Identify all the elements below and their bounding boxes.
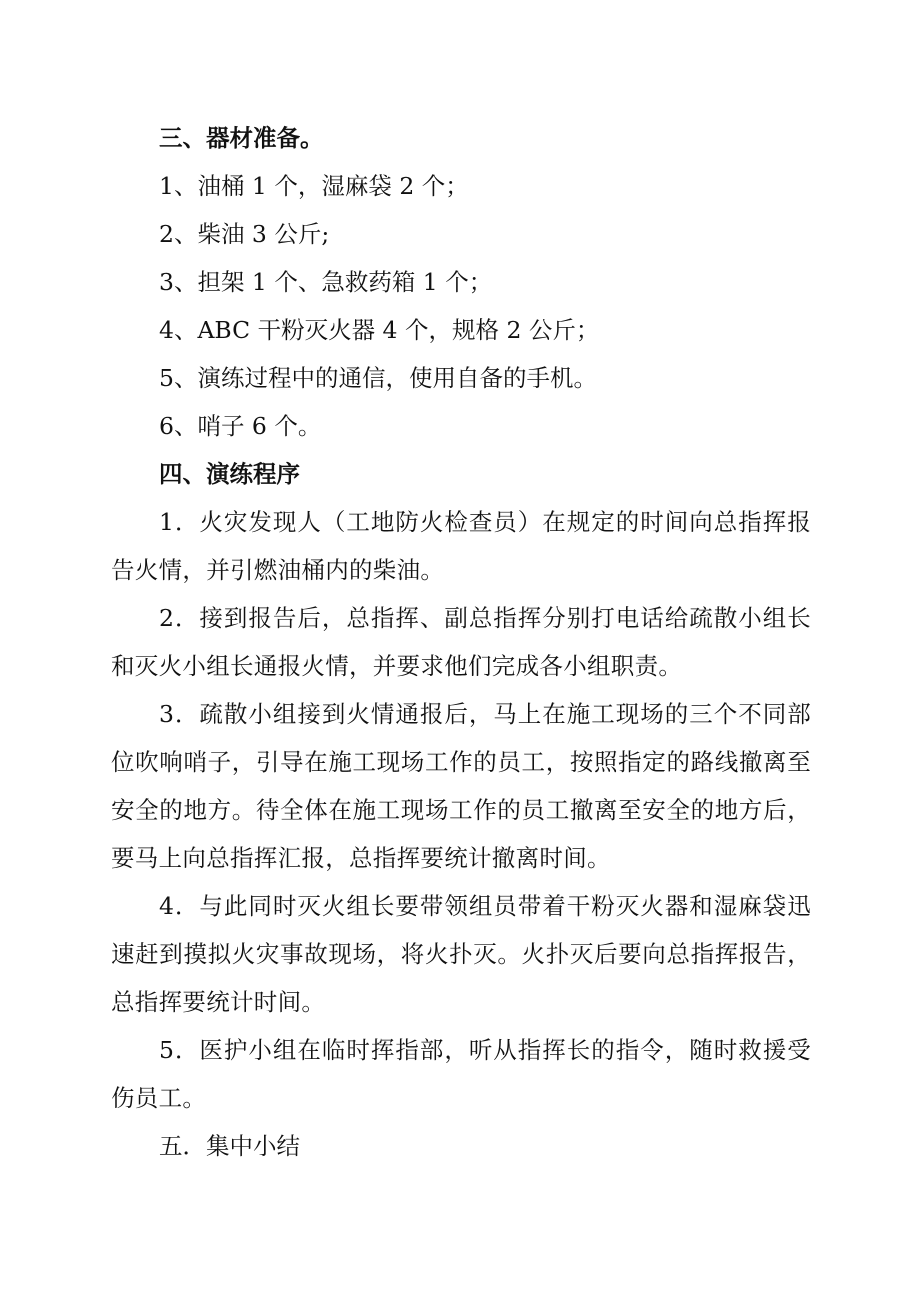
procedure-paragraph: 2．接到报告后，总指挥、副总指挥分别打电话给疏散小组长和灭火小组长通报火情，并要求他们完成各小组职责。	[111, 604, 811, 680]
equipment-item: 2、柴油 3 公斤;	[159, 220, 330, 248]
equipment-item: 4、ABC 干粉灭火器 4 个，规格 2 公斤；	[159, 316, 600, 344]
section-heading-equipment: 三、器材准备。	[159, 124, 324, 152]
procedure-paragraph: 5．医护小组在临时挥指部，听从指挥长的指令，随时救援受伤员工。	[111, 1036, 811, 1112]
section-heading-summary: 五．集中小结	[159, 1132, 300, 1160]
equipment-item: 1、油桶 1 个，湿麻袋 2 个；	[159, 172, 469, 200]
equipment-item: 6、哨子 6 个。	[159, 412, 322, 440]
procedure-paragraph: 1．火灾发现人（工地防火检查员）在规定的时间向总指挥报告火情，并引燃油桶内的柴油。	[111, 508, 811, 584]
procedure-paragraph: 4．与此同时灭火组长要带领组员带着干粉灭火器和湿麻袋迅速赶到摸拟火灾事故现场，将火扑灭。火扑灭后要向总指挥报告，总指挥要统计时间。	[111, 892, 811, 1016]
equipment-item: 3、担架 1 个、急救药箱 1 个；	[159, 268, 493, 296]
document-body	[111, 114, 811, 1170]
procedure-paragraph: 3．疏散小组接到火情通报后，马上在施工现场的三个不同部位吹响哨子，引导在施工现场工作的员工，按照指定的路线撤离至安全的地方。待全体在施工现场工作的员工撤离至安全的地方后，要马上向总指挥汇报，总指挥要统计撤离时间。	[111, 700, 811, 872]
equipment-item: 5、演练过程中的通信，使用自备的手机。	[159, 364, 597, 392]
section-heading-procedure: 四、演练程序	[159, 460, 300, 488]
